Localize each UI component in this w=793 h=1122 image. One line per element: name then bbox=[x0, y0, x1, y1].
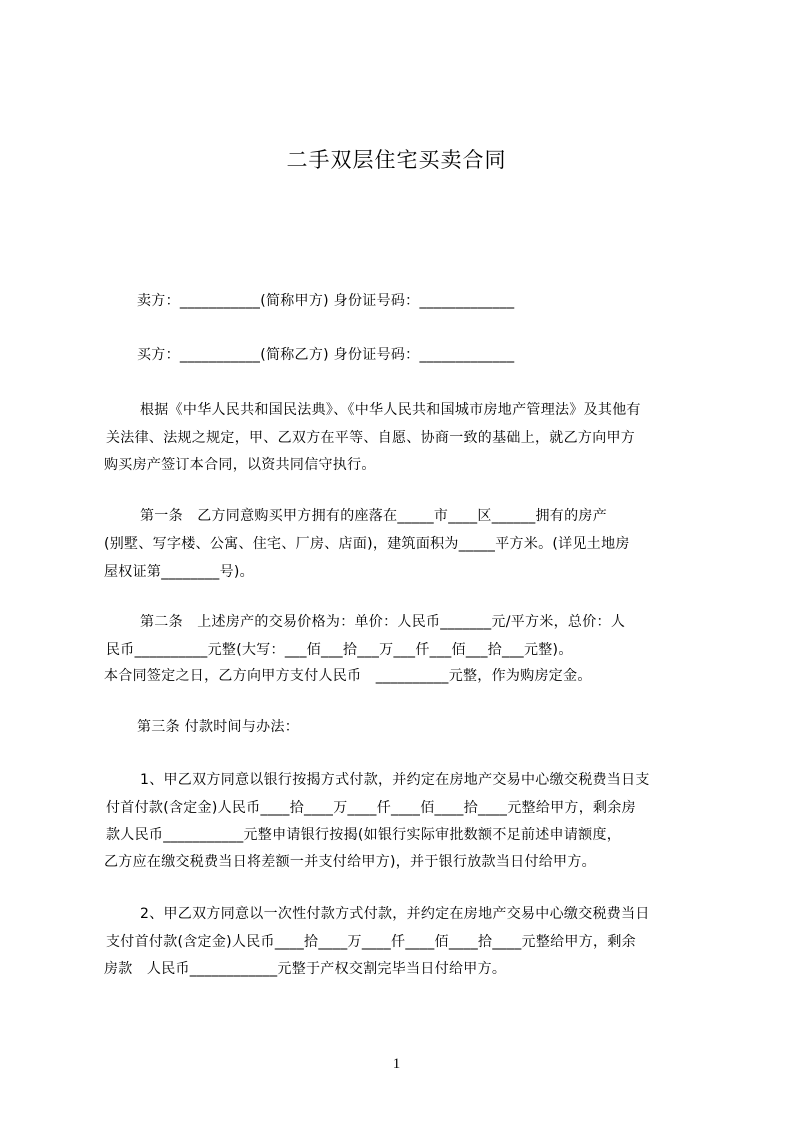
buyer-line: 买方：___________(简称乙方) 身份证号码：_____________ bbox=[137, 347, 515, 363]
preamble-line-1: 根据《中华人民共和国民法典》、《中华人民共和国城市房地产管理法》及其他有 bbox=[140, 402, 641, 418]
article-2-line-3: 本合同签定之日，乙方向甲方支付人民币 __________元整，作为购房定金。 bbox=[104, 668, 592, 684]
item-2-line-3: 房款 人民币____________元整于产权交割完毕当日付给甲方。 bbox=[104, 961, 507, 977]
item-2-line-1: 2、甲乙双方同意以一次性付款方式付款，并约定在房地产交易中心缴交税费当日 bbox=[140, 906, 650, 922]
item-2-line-2: 支付首付款(含定金)人民币____拾____万____仟____佰____拾____元整给甲方，剩余 bbox=[106, 934, 636, 950]
article-2-line-2: 民币__________元整(大写：___佰___拾___万___仟___佰___拾___元整)。 bbox=[106, 642, 573, 658]
preamble-line-2: 关法律、法规之规定，甲、乙双方在平等、自愿、协商一致的基础上，就乙方向甲方 bbox=[106, 430, 636, 446]
article-1-line-3: 屋权证第________号)。 bbox=[104, 564, 254, 580]
item-1-line-3: 款人民币___________元整申请银行按揭(如银行实际审批数额不足前述申请额度， bbox=[106, 827, 622, 843]
article-1-line-1: 第一条 乙方同意购买甲方拥有的座落在_____市____区______拥有的房产 bbox=[140, 508, 607, 524]
item-1-line-2: 付首付款(含定金)人民币____拾____万____仟____佰____拾____元整给甲方，剩余房 bbox=[106, 800, 636, 816]
article-3-heading: 第三条 付款时间与办法： bbox=[137, 719, 300, 735]
item-1-line-1: 1、甲乙双方同意以银行按揭方式付款，并约定在房地产交易中心缴交税费当日支 bbox=[140, 772, 650, 788]
seller-line: 卖方：___________(简称甲方) 身份证号码：_____________ bbox=[137, 293, 515, 309]
article-1-line-2: (别墅、写字楼、公寓、住宅、厂房、店面)，建筑面积为_____平方米。(详见土地房 bbox=[104, 536, 630, 552]
document-title: 二手双层住宅买卖合同 bbox=[286, 148, 507, 172]
preamble-line-3: 购买房产签订本合同，以资共同信守执行。 bbox=[104, 457, 376, 473]
article-2-line-1: 第二条 上述房产的交易价格为：单价：人民币_______元/平方米，总价：人 bbox=[140, 614, 626, 630]
item-1-line-4: 乙方应在缴交税费当日将差额一并支付给甲方)，并于银行放款当日付给甲方。 bbox=[104, 854, 596, 870]
page-number: 1 bbox=[392, 1056, 401, 1072]
